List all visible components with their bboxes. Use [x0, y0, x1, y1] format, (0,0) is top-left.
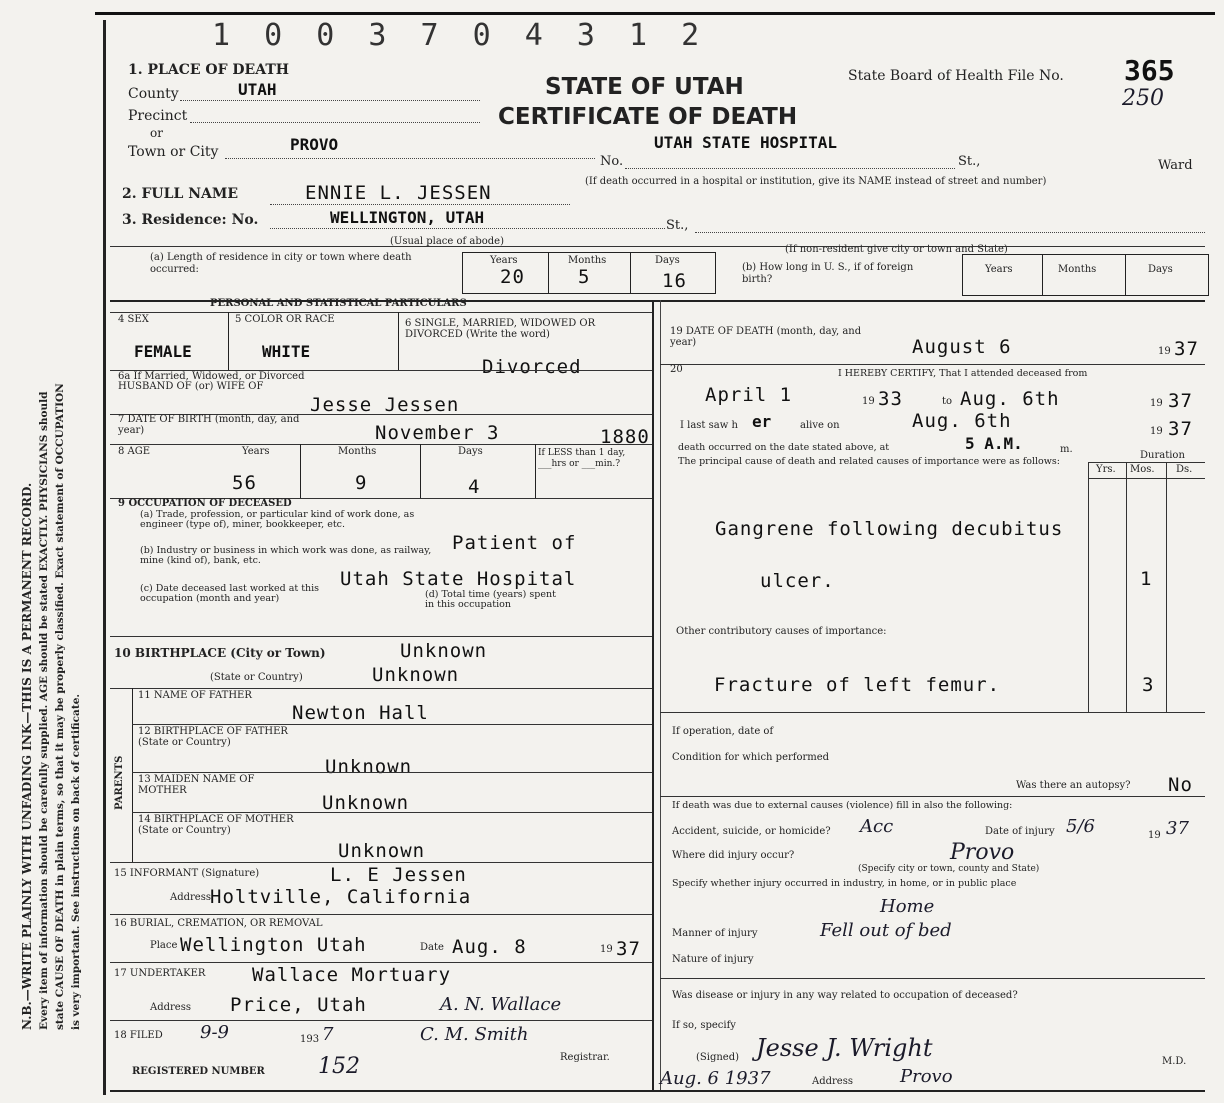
res-days: 16	[662, 270, 687, 292]
informant-address-label: Address	[170, 892, 211, 903]
mother-name-value: Unknown	[322, 792, 410, 814]
marital-label: 6 SINGLE, MARRIED, WIDOWED OR DIVORCED (Write the word)	[405, 318, 596, 340]
last-saw-date: Aug. 6th	[912, 410, 1012, 432]
last-saw-year: 37	[1168, 418, 1193, 440]
res-years-label: Years	[490, 255, 518, 266]
serial-number: 1 0 0 3 7 0 4 3 1 2	[212, 18, 708, 53]
margin-note-3: state CAUSE OF DEATH in plain terms, so that it may be properly classified. Exact statement of OCCUPATION	[54, 383, 66, 1030]
town-label: Town or City	[128, 144, 219, 160]
precinct-label: Precinct	[128, 108, 188, 124]
residence-label: 3. Residence: No.	[122, 212, 259, 228]
birthplace-state-label: (State or Country)	[210, 672, 303, 683]
death-hour-label: death occurred on the date stated above, at	[678, 442, 890, 453]
death-year-prefix: 19	[1158, 346, 1171, 357]
father-name-value: Newton Hall	[292, 702, 429, 724]
burial-date-label: Date	[420, 942, 444, 953]
mother-birthplace-value: Unknown	[338, 840, 426, 862]
injury-year-prefix: 19	[1148, 830, 1161, 841]
father-birthplace-label: 12 BIRTHPLACE OF FATHER (State or Country)	[138, 726, 288, 748]
cause-3: Fracture of left femur.	[714, 674, 1001, 696]
registrar-signature: C. M. Smith	[420, 1024, 529, 1045]
manner-label: Manner of injury	[672, 928, 758, 939]
ward-label: Ward	[1158, 158, 1193, 173]
death-hour-m: m.	[1060, 444, 1073, 455]
cause-2: ulcer.	[760, 570, 835, 592]
filed-year-prefix: 193	[300, 1034, 320, 1045]
title-certificate: CERTIFICATE OF DEATH	[498, 104, 798, 130]
occupation-b-value: Utah State Hospital	[340, 568, 577, 590]
undertaker-address-value: Price, Utah	[230, 994, 367, 1016]
age-days-label: Days	[458, 446, 483, 457]
color-value: WHITE	[262, 342, 311, 361]
other-causes-label: Other contributory causes of importance:	[676, 626, 887, 637]
burial-place-label: Place	[150, 940, 178, 951]
us-years-label: Years	[985, 264, 1013, 275]
county-label: County	[128, 86, 179, 102]
or-label: or	[150, 126, 163, 140]
occupation-label: 9 OCCUPATION OF DECEASED	[118, 498, 292, 509]
filed-year: 7	[322, 1024, 334, 1045]
external-causes-label: If death was due to external causes (violence) fill in also the following:	[672, 800, 1013, 811]
undertaker-address-label: Address	[150, 1002, 191, 1013]
birthdate-value: November 3	[375, 422, 500, 444]
death-hour: 5 A.M.	[965, 434, 1023, 453]
specify-injury-label: Specify whether injury occurred in industry, in home, or in public place	[672, 878, 1017, 889]
undertaker-label: 17 UNDERTAKER	[114, 968, 206, 979]
filed-label: 18 FILED	[114, 1030, 163, 1041]
date-of-death-value: August 6	[912, 336, 1012, 358]
place-of-death-label: 1. PLACE OF DEATH	[128, 62, 289, 78]
res-years: 20	[500, 266, 525, 288]
st-label: St.,	[958, 154, 981, 169]
occupation-b-label: (b) Industry or business in which work was done, as railway, mine (kind of), bank, etc.	[140, 545, 432, 566]
duration-ds-label: Ds.	[1176, 464, 1193, 475]
nature-label: Nature of injury	[672, 954, 754, 965]
margin-note-2: Every item of information should be carefully supplied. AGE should be stated EXACTLY. PHYSICIANS should	[38, 391, 50, 1030]
birth-year-value: 1880	[600, 426, 650, 448]
burial-date-value: Aug. 8	[452, 936, 527, 958]
sex-label: 4 SEX	[118, 314, 149, 325]
occupation-related-label: Was disease or injury in any way related to occupation of deceased?	[672, 990, 1018, 1001]
physician-address-value: Provo	[900, 1066, 953, 1087]
occupation-a-label: (a) Trade, profession, or particular kind of work done, as engineer (type of), miner, bookkeeper, etc.	[140, 509, 415, 530]
birthplace-state-value: Unknown	[372, 664, 460, 686]
s20-label: 20	[670, 364, 683, 375]
operation-label: If operation, date of	[672, 726, 774, 737]
margin-note-1: N.B.—WRITE PLAINLY WITH UNFADING INK—THIS IS A PERMANENT RECORD.	[20, 482, 34, 1030]
autopsy-value: No	[1168, 774, 1193, 796]
hospital-value: UTAH STATE HOSPITAL	[654, 133, 838, 152]
spouse-label: 6a If Married, Widowed, or Divorced HUSBAND OF (or) WIFE OF	[118, 371, 305, 392]
death-year: 37	[1174, 338, 1199, 360]
cause-2-months: 1	[1140, 568, 1153, 590]
occupation-d-label: (d) Total time (years) spent in this occupation	[425, 589, 556, 610]
residence-st-label: St.,	[666, 218, 689, 233]
injury-date-value: 5/6	[1066, 816, 1095, 837]
file-no-hand: 250	[1122, 86, 1164, 111]
age-years: 56	[232, 472, 257, 494]
margin-note-4: is very important. See instructions on back of certificate.	[70, 693, 82, 1030]
from-year: 33	[878, 388, 903, 410]
sex-value: FEMALE	[134, 342, 192, 361]
marital-value: Divorced	[482, 356, 582, 378]
mother-name-label: 13 MAIDEN NAME OF MOTHER	[138, 774, 255, 796]
attended-to: Aug. 6th	[960, 388, 1060, 410]
birthdate-label: 7 DATE OF BIRTH (month, day, and year)	[118, 414, 300, 436]
father-name-label: 11 NAME OF FATHER	[138, 690, 252, 701]
occupation-a-value: Patient of	[452, 532, 577, 554]
informant-address-value: Holtville, California	[210, 886, 472, 908]
to-year-prefix: 19	[1150, 398, 1163, 409]
father-birthplace-value: Unknown	[325, 756, 413, 778]
hospital-note: (If death occurred in a hospital or institution, give its NAME instead of street and number)	[585, 176, 1047, 187]
certify-text: I HEREBY CERTIFY, That I attended deceased from	[838, 368, 1088, 379]
age-days: 4	[468, 476, 481, 498]
signed-label: (Signed)	[696, 1052, 740, 1063]
full-name-value: ENNIE L. JESSEN	[305, 182, 492, 204]
physician-address-label: Address	[812, 1076, 853, 1087]
age-years-label: Years	[242, 446, 270, 457]
res-days-label: Days	[655, 255, 680, 266]
to-label: to	[942, 396, 953, 407]
mother-birthplace-label: 14 BIRTHPLACE OF MOTHER (State or Country)	[138, 814, 294, 836]
manner-value: Fell out of bed	[820, 920, 952, 941]
date-of-death-label: 19 DATE OF DEATH (month, day, and year)	[670, 326, 862, 348]
burial-label: 16 BURIAL, CREMATION, OR REMOVAL	[114, 918, 323, 929]
accident-value: Acc	[860, 816, 894, 837]
undertaker-signature: A. N. Wallace	[440, 994, 562, 1015]
res-months: 5	[578, 266, 591, 288]
file-no-label: State Board of Health File No.	[848, 68, 1064, 84]
length-residence-label: (a) Length of residence in city or town where death occurred:	[150, 252, 412, 275]
age-less-label: If LESS than 1 day, ___hrs or ___min.?	[538, 448, 626, 469]
file-no-value: 365	[1124, 54, 1175, 87]
us-days-label: Days	[1148, 264, 1173, 275]
physician-signature: Jesse J. Wright	[756, 1034, 933, 1062]
md-label: M.D.	[1162, 1056, 1187, 1067]
cause-label: The principal cause of death and related causes of importance were as follows:	[678, 456, 1060, 467]
no-label: No.	[600, 154, 624, 169]
birthplace-value: Unknown	[400, 640, 488, 662]
color-label: 5 COLOR OR RACE	[235, 314, 335, 325]
injury-date-label: Date of injury	[985, 826, 1055, 837]
where-injury-value: Provo	[950, 840, 1015, 865]
injury-year: 37	[1166, 818, 1189, 839]
town-value: PROVO	[290, 135, 339, 154]
registered-number-value: 152	[318, 1054, 360, 1079]
duration-label: Duration	[1140, 450, 1185, 461]
burial-year-prefix: 19	[600, 944, 613, 955]
physician-date: Aug. 6 1937	[660, 1068, 771, 1089]
condition-label: Condition for which performed	[672, 752, 830, 763]
last-saw-pronoun: er	[752, 412, 772, 431]
last-saw-year-prefix: 19	[1150, 426, 1163, 437]
attended-from: April 1	[705, 384, 793, 406]
registrar-label: Registrar.	[560, 1052, 610, 1063]
accident-label: Accident, suicide, or homicide?	[672, 826, 831, 837]
county-value: UTAH	[238, 80, 277, 99]
informant-value: L. E Jessen	[330, 864, 467, 886]
personal-header: PERSONAL AND STATISTICAL PARTICULARS	[210, 298, 467, 309]
burial-place-value: Wellington Utah	[180, 934, 367, 956]
age-months-label: Months	[338, 446, 377, 457]
if-so-label: If so, specify	[672, 1020, 736, 1031]
where-injury-label: Where did injury occur?	[672, 850, 795, 861]
alive-on-label: alive on	[800, 420, 840, 431]
spouse-value: Jesse Jessen	[310, 394, 460, 416]
age-label: 8 AGE	[118, 446, 151, 457]
usual-abode-note: (Usual place of abode)	[390, 236, 505, 247]
filed-value: 9-9	[200, 1022, 229, 1043]
res-months-label: Months	[568, 255, 607, 266]
birthplace-label: 10 BIRTHPLACE (City or Town)	[114, 646, 326, 660]
duration-yrs-label: Yrs.	[1096, 464, 1116, 475]
specify-injury-value: Home	[880, 896, 935, 917]
registered-number-label: REGISTERED NUMBER	[132, 1066, 265, 1077]
foreign-birth-label: (b) How long in U. S., if of foreign birth?	[742, 262, 914, 285]
to-year: 37	[1168, 390, 1193, 412]
last-saw-label: I last saw h	[680, 420, 738, 431]
occupation-c-label: (c) Date deceased last worked at this occupation (month and year)	[140, 583, 320, 604]
full-name-label: 2. FULL NAME	[122, 186, 239, 202]
nonresident-note: (If non-resident give city or town and State)	[785, 244, 1008, 255]
informant-label: 15 INFORMANT (Signature)	[114, 868, 260, 879]
parents-label: PARENTS	[114, 755, 125, 810]
duration-mos-label: Mos.	[1130, 464, 1155, 475]
burial-year: 37	[616, 938, 641, 960]
cause-1: Gangrene following decubitus	[715, 518, 1064, 540]
residence-value: WELLINGTON, UTAH	[330, 208, 485, 227]
us-months-label: Months	[1058, 264, 1097, 275]
title-state: STATE OF UTAH	[545, 74, 744, 100]
undertaker-value: Wallace Mortuary	[252, 964, 452, 986]
cause-3-months: 3	[1142, 674, 1155, 696]
where-injury-note: (Specify city or town, county and State)	[858, 864, 1040, 874]
from-year-prefix: 19	[862, 396, 875, 407]
autopsy-label: Was there an autopsy?	[1016, 780, 1131, 791]
age-months: 9	[355, 472, 368, 494]
